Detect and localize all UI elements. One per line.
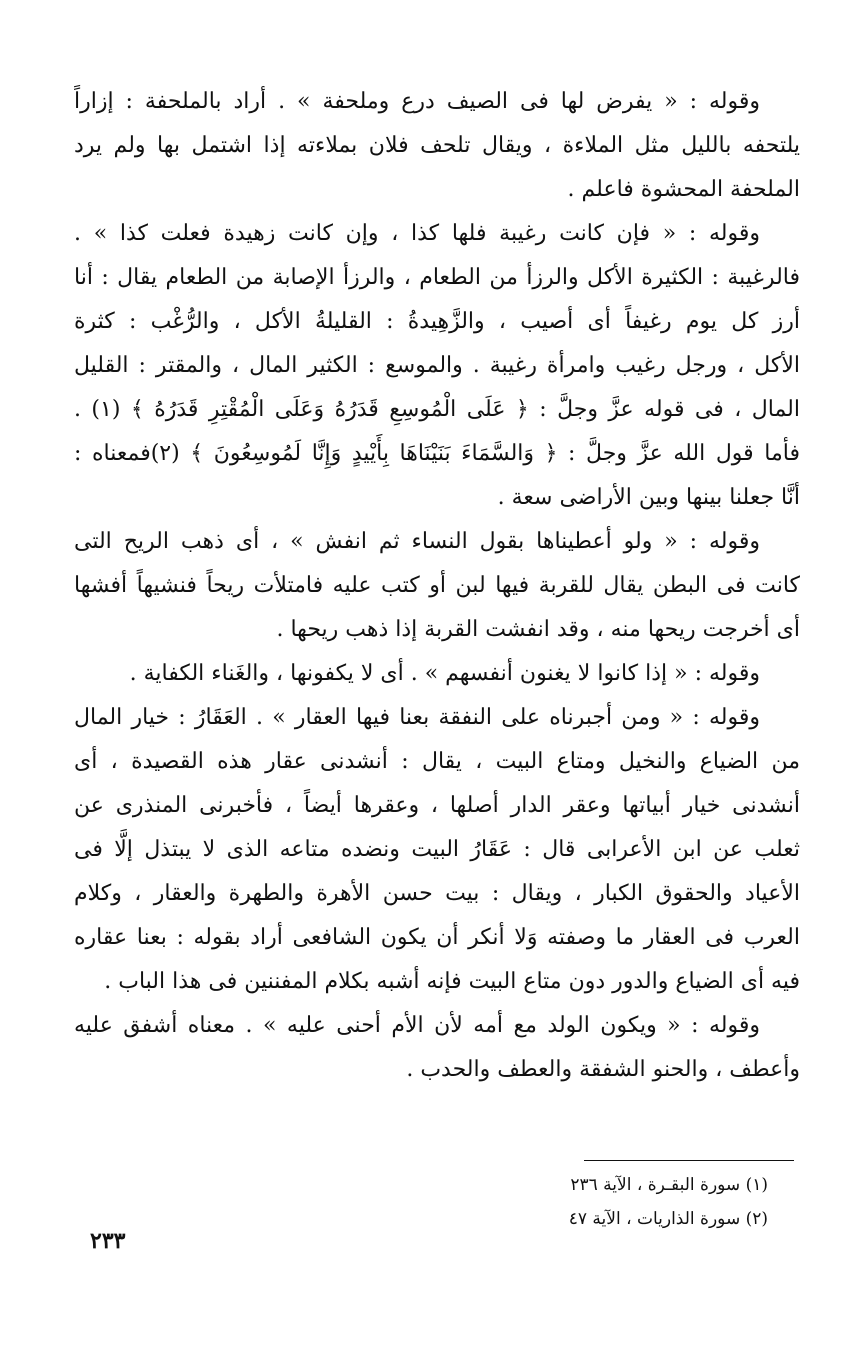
- text-line: المال ، فى قوله عزَّ وجلَّ : ﴿ عَلَى الْمُوسِعِ قَدَرُهُ وَعَلَى الْمُقْتِرِ قَدَرُهُ ﴾ (١) .: [74, 397, 800, 422]
- text-line: الملحفة المحشوة فاعلم .: [567, 177, 800, 202]
- footnote-divider: [584, 1160, 794, 1161]
- text-line: وأعطف ، والحنو الشفقة والعطف والحدب .: [406, 1057, 800, 1082]
- footnotes: [368, 1168, 768, 1236]
- text-line: وقوله : « ويكون الولد مع أمه لأن الأم أحنى عليه » . معناه أشفق عليه: [74, 1013, 760, 1038]
- text-line: ثعلب عن ابن الأعرابى قال : عَقَارُ البيت ونضده متاعه الذى لا يبتذل إلَّا فى: [74, 837, 800, 862]
- text-line: فيه أى الضياع والدور دون متاع البيت فإنه أشبه بكلام المفننين فى هذا الباب .: [104, 969, 800, 994]
- text-line: أنَّا جعلنا بينها وبين الأراضى سعة .: [497, 485, 800, 510]
- text-line: وقوله : « ولو أعطيناها بقول النساء ثم انفش » ، أى ذهب الريح التى: [74, 529, 760, 554]
- text-line: وقوله : « إذا كانوا لا يغنون أنفسهم » . أى لا يكفونها ، والغَناء الكفاية .: [129, 661, 760, 686]
- text-line: وقوله : « فإن كانت رغيبة فلها كذا ، وإن كانت زهيدة فعلت كذا » .: [74, 221, 760, 246]
- text-line: فالرغيبة : الكثيرة الأكل والرزأ من الطعام ، والرزأ الإصابة من الطعام يقال : أنا: [74, 265, 800, 290]
- text-line: أنشدنى خيار أبياتها وعقر الدار أصلها ، وعقرها أيضاً ، فأخبرنى المنذرى عن: [74, 793, 800, 818]
- text-line: وقوله : « يفرض لها فى الصيف درع وملحفة » . أراد بالملحفة : إزاراً: [74, 89, 760, 114]
- text-line: العرب فى العقار ما وصفته وَلا أنكر أن يكون الشافعى أراد بقوله : بعنا عقاره: [74, 925, 800, 950]
- footnote-2: (٢) سورة الذاريات ، الآية ٤٧: [568, 1209, 768, 1229]
- text-line: كانت فى البطن يقال للقربة فيها لبن أو كتب عليه فامتلأت ريحاً فنشيهاً أفشها: [74, 573, 800, 598]
- text-line: فأما قول الله عزَّ وجلَّ : ﴿ وَالسَّمَاءَ بَنَيْنَاهَا بِأَيْيدٍ وَإِنَّا لَمُوسِعُونَ ﴾ (٢)فمعناه :: [74, 441, 800, 466]
- page-number: ٢٣٣: [90, 1228, 126, 1254]
- text-line: أرز كل يوم رغيفاً أى أصيب ، والزَّهِيدةُ : القليلةُ الأكل ، والرُّغْب : كثرة: [74, 309, 800, 334]
- text-line: يلتحفه بالليل مثل الملاءة ، ويقال تلحف فلان بملاءته إذا اشتمل بها ولم يرد: [74, 133, 800, 158]
- text-line: وقوله : « ومن أجبرناه على النفقة بعنا فيها العقار » . العَقَارُ : خيار المال: [74, 705, 760, 730]
- text-line: الأعياد والحقوق الكبار ، ويقال : بيت حسن الأهرة والطهرة والعقار ، وكلام: [74, 881, 800, 906]
- main-text: [74, 80, 800, 1092]
- text-line: الأكل ، ورجل رغيب وامرأة رغيبة . والموسع : الكثير المال ، والمقتر : القليل: [74, 353, 800, 378]
- footnote-1: (١) سورة البقـرة ، الآية ٢٣٦: [570, 1175, 768, 1195]
- text-line: من الضياع والنخيل ومتاع البيت ، يقال : أنشدنى عقار هذه القصيدة ، أى: [74, 749, 800, 774]
- text-line: أى أخرجت ريحها منه ، وقد انفشت القربة إذا ذهب ريحها .: [276, 617, 800, 642]
